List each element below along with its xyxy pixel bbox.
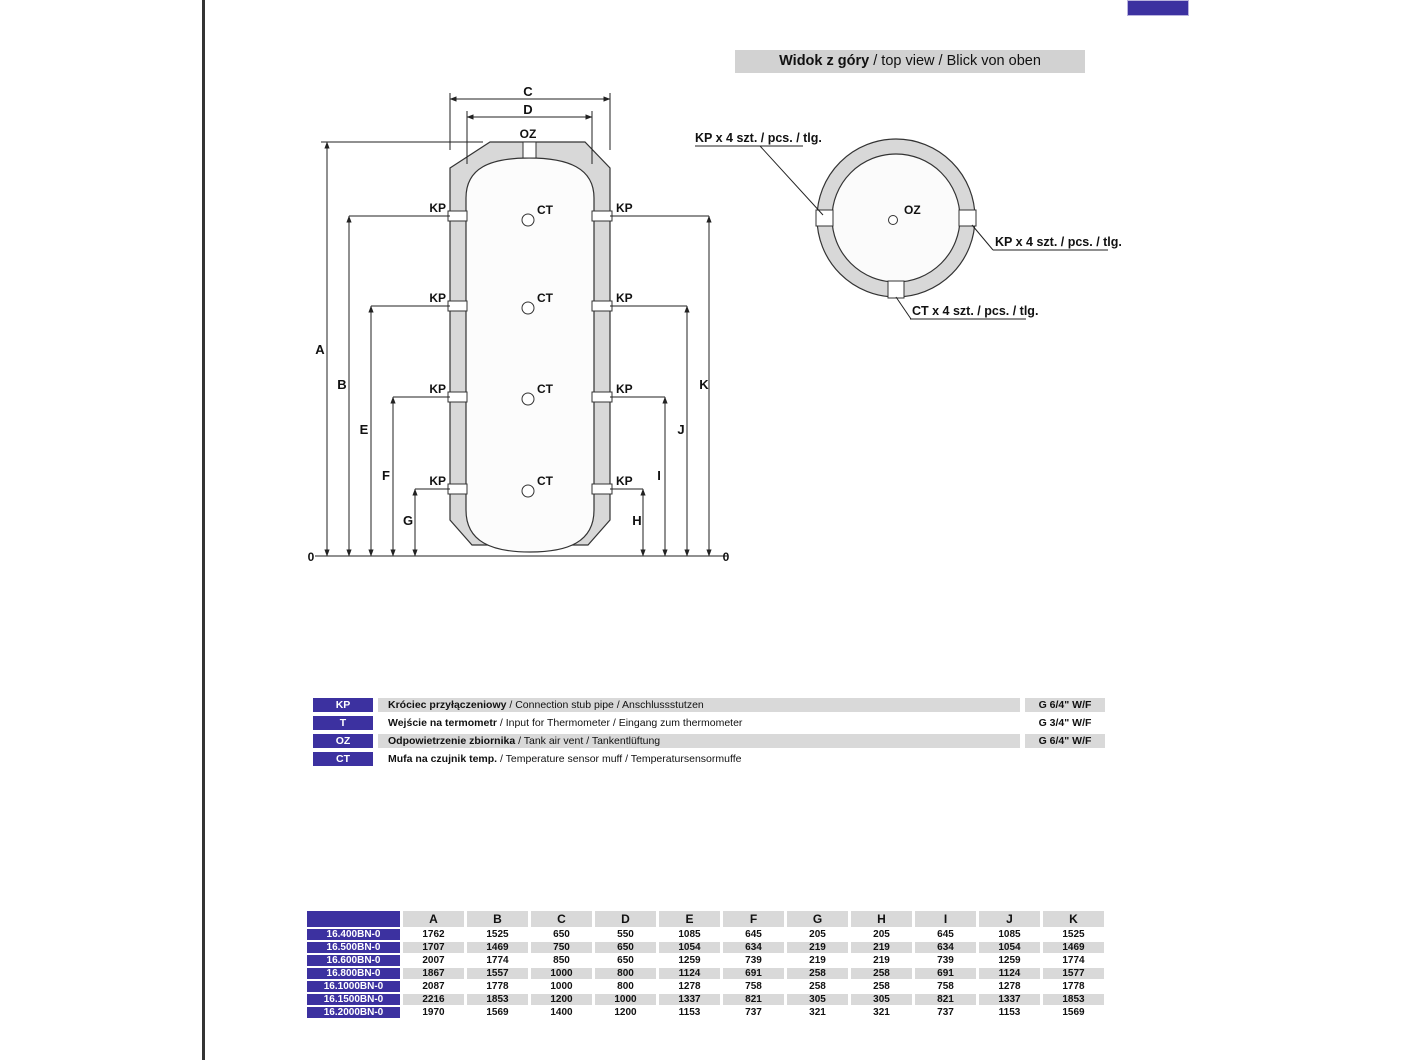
table-cell: 219 (851, 942, 912, 953)
table-cell: 1054 (979, 942, 1040, 953)
table-cell: 1778 (467, 981, 528, 992)
dimensions-table (307, 911, 1107, 1020)
table-cell: 1259 (659, 955, 720, 966)
kp-stub (448, 211, 467, 221)
table-cell: 1124 (659, 968, 720, 979)
model-cell: 16.400BN-0 (307, 929, 400, 940)
legend-code-kp: KP (313, 698, 373, 712)
dim-label-j: J (677, 422, 685, 437)
col-header: D (595, 911, 656, 927)
model-cell: 16.2000BN-0 (307, 1007, 400, 1018)
col-header: B (467, 911, 528, 927)
table-cell: 739 (723, 955, 784, 966)
table-cell: 737 (915, 1007, 976, 1018)
model-cell: 16.800BN-0 (307, 968, 400, 979)
table-cell: 645 (723, 929, 784, 940)
table-cell: 821 (723, 994, 784, 1005)
table-cell: 691 (723, 968, 784, 979)
table-cell: 258 (787, 981, 848, 992)
table-cell: 1200 (595, 1007, 656, 1018)
kp-stub (592, 301, 612, 311)
page-edge-line (202, 0, 205, 1060)
table-cell: 645 (915, 929, 976, 940)
dim-label-c: C (523, 84, 533, 99)
kp-label: KP (429, 201, 446, 215)
table-row (307, 994, 1107, 1005)
ct-port (522, 302, 534, 314)
top-view-title (735, 50, 1085, 73)
table-cell: 739 (915, 955, 976, 966)
dim-label-i: I (657, 468, 661, 483)
kp-stub (448, 301, 467, 311)
kp-stub (448, 484, 467, 494)
legend-code-ct: CT (313, 752, 373, 766)
model-cell: 16.1000BN-0 (307, 981, 400, 992)
table-cell: 2216 (403, 994, 464, 1005)
table-cell: 650 (595, 955, 656, 966)
legend-value: G 6/4" W/F (1025, 698, 1105, 712)
dim-label-e: E (359, 422, 369, 437)
kp-label: KP (429, 474, 446, 488)
callout-kp-right: KP x 4 szt. / pcs. / tlg. (995, 235, 1122, 249)
dim-label-g: G (402, 513, 414, 528)
legend-desc-pl: Odpowietrzenie zbiornika (388, 735, 516, 747)
legend-row (313, 716, 1105, 730)
table-corner-cell (307, 911, 400, 927)
kp-label: KP (616, 474, 633, 488)
table-row (307, 955, 1107, 966)
ct-label: CT (537, 291, 553, 305)
table-cell: 1337 (659, 994, 720, 1005)
ct-port (522, 485, 534, 497)
dim-label-f: F (382, 468, 390, 483)
leader-line (972, 225, 993, 250)
legend-description (378, 698, 1020, 712)
table-cell: 650 (595, 942, 656, 953)
ct-notch-bottom (888, 281, 904, 298)
table-row (307, 942, 1107, 953)
table-cell: 1469 (467, 942, 528, 953)
table-cell: 758 (723, 981, 784, 992)
legend-description (378, 716, 1020, 730)
table-cell: 1525 (467, 929, 528, 940)
table-row (307, 968, 1107, 979)
kp-label: KP (429, 382, 446, 396)
model-cell: 16.500BN-0 (307, 942, 400, 953)
table-cell: 1200 (531, 994, 592, 1005)
table-cell: 258 (787, 968, 848, 979)
table-cell: 1867 (403, 968, 464, 979)
kp-label: KP (616, 201, 633, 215)
kp-label: KP (616, 382, 633, 396)
col-header: K (1043, 911, 1104, 927)
legend-value: G 6/4" W/F (1025, 734, 1105, 748)
legend-row (313, 734, 1105, 748)
kp-notch-right (959, 210, 976, 226)
legend-desc-pl: Króciec przyłączeniowy (388, 699, 507, 711)
table-cell: 258 (851, 981, 912, 992)
col-header: A (403, 911, 464, 927)
title-rest: / top view / Blick von oben (869, 53, 1041, 69)
table-cell: 1054 (659, 942, 720, 953)
callout-kp-left: KP x 4 szt. / pcs. / tlg. (695, 131, 822, 145)
table-cell: 1970 (403, 1007, 464, 1018)
table-cell: 1774 (467, 955, 528, 966)
table-cell: 1525 (1043, 929, 1104, 940)
table-row (307, 929, 1107, 940)
table-cell: 321 (787, 1007, 848, 1018)
kp-stub (448, 392, 467, 402)
brand-corner-rect (1127, 0, 1189, 16)
legend-description (378, 752, 1020, 766)
table-cell: 800 (595, 981, 656, 992)
model-cell: 16.600BN-0 (307, 955, 400, 966)
legend-desc-rest: / Temperature sensor muff / Temperatursensormuffe (497, 753, 742, 765)
kp-label: KP (429, 291, 446, 305)
table-cell: 650 (531, 929, 592, 940)
col-header: F (723, 911, 784, 927)
table-cell: 1278 (979, 981, 1040, 992)
legend-desc-rest: / Tank air vent / Tankentlüftung (515, 735, 661, 747)
kp-stub (592, 211, 612, 221)
legend-value (1025, 752, 1105, 766)
table-cell: 634 (723, 942, 784, 953)
legend-description (378, 734, 1020, 748)
table-cell: 1000 (531, 981, 592, 992)
table-cell: 1853 (1043, 994, 1104, 1005)
table-cell: 634 (915, 942, 976, 953)
col-header: H (851, 911, 912, 927)
kp-stub (592, 392, 612, 402)
table-cell: 1557 (467, 968, 528, 979)
leader-line (760, 146, 823, 215)
col-header: E (659, 911, 720, 927)
front-view-diagram (295, 80, 745, 576)
table-row (307, 981, 1107, 992)
table-cell: 1124 (979, 968, 1040, 979)
table-row (307, 1007, 1107, 1018)
table-cell: 205 (787, 929, 848, 940)
callout-ct: CT x 4 szt. / pcs. / tlg. (912, 304, 1039, 318)
table-cell: 2007 (403, 955, 464, 966)
table-cell: 737 (723, 1007, 784, 1018)
ct-port (522, 214, 534, 226)
table-cell: 1278 (659, 981, 720, 992)
legend-code-oz: OZ (313, 734, 373, 748)
table-cell: 2087 (403, 981, 464, 992)
table-cell: 219 (851, 955, 912, 966)
table-cell: 1778 (1043, 981, 1104, 992)
top-view-diagram (680, 115, 1130, 330)
oz-port (889, 216, 898, 225)
legend-value: G 3/4" W/F (1025, 716, 1105, 730)
table-header-row (307, 911, 1107, 927)
legend-desc-pl: Mufa na czujnik temp. (388, 753, 498, 765)
table-cell: 1707 (403, 942, 464, 953)
table-cell: 758 (915, 981, 976, 992)
dim-label-b: B (337, 377, 347, 392)
title-bold: Widok z góry (779, 53, 870, 69)
table-cell: 219 (787, 955, 848, 966)
oz-label: OZ (519, 127, 537, 141)
table-cell: 321 (851, 1007, 912, 1018)
table-cell: 1337 (979, 994, 1040, 1005)
table-cell: 305 (851, 994, 912, 1005)
legend-row (313, 752, 1105, 766)
legend-table (313, 698, 1105, 770)
model-cell: 16.1500BN-0 (307, 994, 400, 1005)
table-cell: 205 (851, 929, 912, 940)
table-cell: 1259 (979, 955, 1040, 966)
table-cell: 219 (787, 942, 848, 953)
col-header: G (787, 911, 848, 927)
table-cell: 1569 (1043, 1007, 1104, 1018)
table-cell: 850 (531, 955, 592, 966)
ct-label: CT (537, 203, 553, 217)
table-cell: 691 (915, 968, 976, 979)
table-cell: 1000 (531, 968, 592, 979)
kp-label: KP (616, 291, 633, 305)
dim-label-a: A (315, 342, 325, 357)
table-cell: 1153 (659, 1007, 720, 1018)
zero-label: 0 (722, 550, 730, 564)
table-cell: 1774 (1043, 955, 1104, 966)
oz-label: OZ (904, 203, 921, 217)
zero-label: 0 (307, 550, 315, 564)
table-cell: 305 (787, 994, 848, 1005)
table-cell: 258 (851, 968, 912, 979)
dim-label-d: D (523, 102, 533, 117)
table-cell: 1153 (979, 1007, 1040, 1018)
leader-line (896, 297, 911, 319)
table-cell: 1085 (979, 929, 1040, 940)
ct-label: CT (537, 382, 553, 396)
kp-notch-left (816, 210, 833, 226)
table-cell: 800 (595, 968, 656, 979)
table-cell: 1853 (467, 994, 528, 1005)
col-header: J (979, 911, 1040, 927)
legend-code-t: T (313, 716, 373, 730)
dim-label-k: K (699, 377, 709, 392)
kp-stub (592, 484, 612, 494)
table-cell: 1577 (1043, 968, 1104, 979)
table-cell: 750 (531, 942, 592, 953)
legend-desc-pl: Wejście na termometr (388, 717, 497, 729)
table-cell: 1000 (595, 994, 656, 1005)
legend-desc-rest: / Input for Thermometer / Eingang zum thermometer (496, 717, 743, 729)
oz-stub (523, 142, 536, 158)
dim-label-h: H (632, 513, 642, 528)
col-header: I (915, 911, 976, 927)
table-cell: 1085 (659, 929, 720, 940)
legend-row (313, 698, 1105, 712)
ct-port (522, 393, 534, 405)
table-cell: 1400 (531, 1007, 592, 1018)
table-cell: 1762 (403, 929, 464, 940)
table-cell: 1569 (467, 1007, 528, 1018)
col-header: C (531, 911, 592, 927)
legend-desc-rest: / Connection stub pipe / Anschlussstutzen (506, 699, 704, 711)
ct-label: CT (537, 474, 553, 488)
table-cell: 1469 (1043, 942, 1104, 953)
table-cell: 821 (915, 994, 976, 1005)
table-cell: 550 (595, 929, 656, 940)
